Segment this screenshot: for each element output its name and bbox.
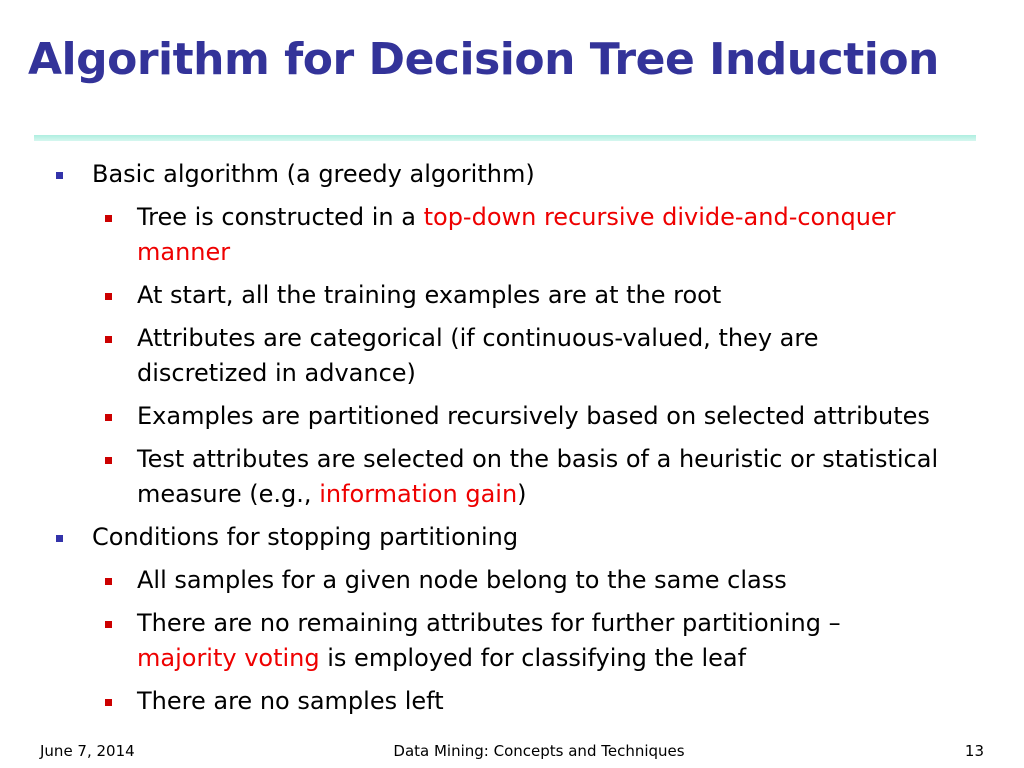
bullet-basic-algorithm bbox=[0, 157, 992, 192]
square-bullet-icon bbox=[105, 457, 112, 464]
sub-bullet-partitioned bbox=[0, 399, 947, 434]
bullet-text: Examples are partitioned recursively based on selected attributes bbox=[137, 402, 930, 430]
bullet-stopping-conditions bbox=[0, 520, 992, 555]
sub-bullet-no-samples bbox=[0, 684, 947, 719]
bullet-text: is employed for classifying the leaf bbox=[319, 644, 747, 672]
highlight-text: top-down recursive divide-and-conquer manner bbox=[137, 203, 896, 266]
square-bullet-icon bbox=[105, 699, 112, 706]
bullet-text: There are no remaining attributes for further partitioning – bbox=[137, 609, 841, 637]
sub-bullet-categorical bbox=[0, 321, 947, 391]
square-bullet-icon bbox=[105, 293, 112, 300]
highlight-text: majority voting bbox=[137, 644, 320, 672]
bullet-text: There are no samples left bbox=[137, 687, 444, 715]
bullet-text: ) bbox=[517, 480, 527, 508]
square-bullet-icon bbox=[105, 414, 112, 421]
bullet-text: At start, all the training examples are at the root bbox=[137, 281, 722, 309]
sub-bullet-test-attributes bbox=[0, 442, 947, 512]
sub-bullet-same-class bbox=[0, 563, 947, 598]
sub-bullet-no-attributes bbox=[0, 606, 947, 676]
sub-bullet-start-root bbox=[0, 278, 947, 313]
square-bullet-icon bbox=[105, 621, 112, 628]
highlight-text: information gain bbox=[319, 480, 518, 508]
page-number: 13 bbox=[964, 742, 984, 760]
bullet-text: All samples for a given node belong to the same class bbox=[137, 566, 787, 594]
slide-title: Algorithm for Decision Tree Induction bbox=[28, 34, 939, 85]
bullet-text: Conditions for stopping partitioning bbox=[92, 523, 519, 551]
footer-title: Data Mining: Concepts and Techniques bbox=[393, 742, 685, 760]
bullet-text: Tree is constructed in a bbox=[137, 203, 424, 231]
title-divider bbox=[34, 135, 976, 141]
square-bullet-icon bbox=[105, 215, 112, 222]
square-bullet-icon bbox=[56, 535, 63, 542]
bullet-text: Test attributes are selected on the basis of a heuristic or statistical measure (e.g., bbox=[137, 445, 939, 508]
bullet-text: Attributes are categorical (if continuous-valued, they are discretized in advance) bbox=[137, 324, 819, 387]
square-bullet-icon bbox=[56, 172, 63, 179]
square-bullet-icon bbox=[105, 336, 112, 343]
sub-bullet-tree-constructed bbox=[0, 200, 947, 270]
bullet-text: Basic algorithm (a greedy algorithm) bbox=[92, 160, 535, 188]
slide-content bbox=[0, 157, 1024, 727]
square-bullet-icon bbox=[105, 578, 112, 585]
footer-date: June 7, 2014 bbox=[40, 742, 135, 760]
